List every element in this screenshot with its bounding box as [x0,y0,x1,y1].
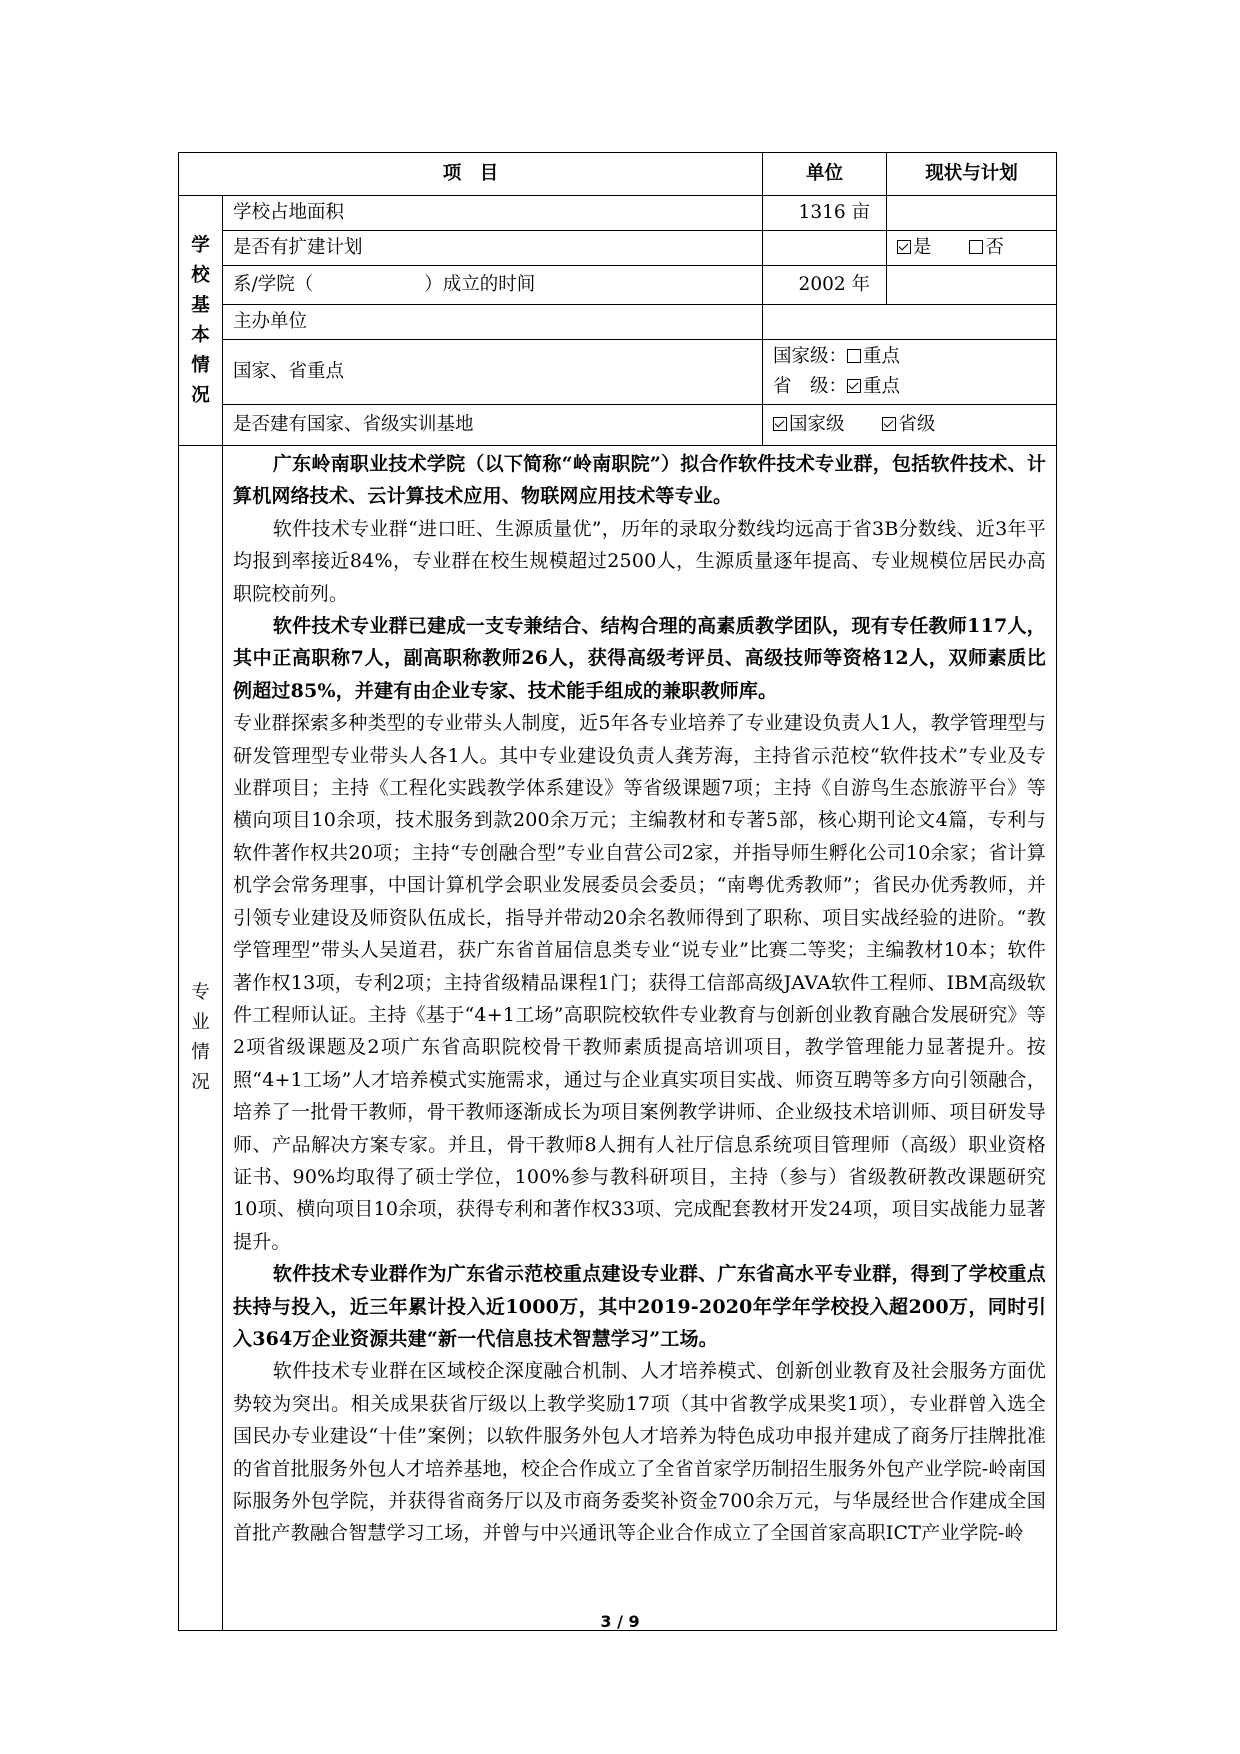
paragraph: 广东岭南职业技术学院（以下简称“岭南职院”）拟合作软件技术专业群，包括软件技术、计算机网络技术、云计算技术应用、物联网应用技术等专业。 [233,453,1047,508]
base-label: 是否建有国家、省级实训基地 [223,405,763,446]
key-prov-opt: 重点 [863,376,901,397]
row-dept [179,266,1057,305]
header-row [179,153,1057,196]
unchecked-box-icon[interactable] [969,240,983,254]
expand-unit [763,231,887,266]
key-label: 国家、省重点 [223,340,763,405]
row-key [179,340,1057,405]
key-national-label: 国家级： [773,346,848,367]
checked-box-icon[interactable] [882,417,896,431]
unchecked-box-icon[interactable] [847,349,861,363]
area-status [887,196,1057,231]
sponsor-value [763,305,1057,340]
major-info-content [223,446,1057,1631]
base-prov: 省级 [898,414,936,435]
area-unit: 1316 亩 [763,196,887,231]
checked-box-icon[interactable] [897,240,911,254]
paragraph: 专业群探索多种类型的专业带头人制度，近5年各专业培养了专业建设负责人1人，教学管理型与研发管理型专业带头人各1人。其中专业建设负责人龚芳海，主持省示范校“软件技术”专业及专业群项目；主持《工程化实践教学体系建设》等省级课题7项；主持《自游鸟生态旅游平台》等横向项目10余项，技术服务到款200余万元；主编教材和专著5部，核心期刊论文4篇，专利与软件著作权共20项；主持“专创融合型”专业自营公司2家，并指导师生孵化公司10余家；省计算机学会常务理事，中国计算机学会职业发展委员会委员；“南粤优秀教师”；省民办优秀教师，并引领专业建设及师资队伍成长，指导并带动20余名教师得到了职称、项目实战经验的进阶。“教学管理型”带头人吴道君，获广东省首届信息类专业“说专业”比赛二等奖；主编教材10本；软件著作权13项，专利2项；主持省级精品课程1门；获得工信部高级JAVA软件工程师、IBM高级软件工程师认证。主持《基于“4+1工场”高职院校软件专业教育与创新创业教育融合发展研究》等2项省级课题及2项广东省高职院校骨干教师素质提高培训项目，教学管理能力显著提升。按照“4+1工场”人才培养模式实施需求，通过与企业真实项目实战、师资互聘等多方向引领融合，培养了一批骨干教师，骨干教师逐渐成长为项目案例教学讲师、企业级技术培训师、项目研发导师、产品解决方案专家。并且，骨干教师8人拥有人社厅信息系统项目管理师（高级）职业资格证书、90%均取得了硕士学位，100%参与教科研项目，主持（参与）省级教研教改课题研究10项、横向项目10余项，获得专利和著作权33项、完成配套教材开发24项，项目实战能力显著提升。 [233,712,1047,1253]
key-value [763,340,1057,405]
key-prov-label: 省 级： [773,376,848,397]
row-expand [179,231,1057,266]
checked-box-icon[interactable] [847,379,861,393]
base-national: 国家级 [789,414,845,435]
expand-yes: 是 [913,237,932,258]
base-value [763,405,1057,446]
dept-status [887,266,1057,305]
expand-status [887,231,1057,266]
sponsor-label: 主办单位 [223,305,763,340]
header-status: 现状与计划 [887,153,1057,196]
dept-unit: 2002 年 [763,266,887,305]
key-national-opt: 重点 [863,346,901,367]
section-major-label: 专 业 情 况 [179,446,223,1631]
dept-label: 系/学院（ ）成立的时间 [223,266,763,305]
paragraph: 软件技术专业群已建成一支专兼结合、结构合理的高素质教学团队，现有专任教师117人，其中正高职称7人，副高职称教师26人，获得高级考评员、高级技师等资格12人，双师素质比例超过85%，并建有由企业专家、技术能手组成的兼职教师库。 [233,615,1047,702]
info-table [178,152,1057,1631]
area-label: 学校占地面积 [223,196,763,231]
expand-label: 是否有扩建计划 [223,231,763,266]
expand-no: 否 [985,237,1004,258]
row-major-info [179,446,1057,1631]
page-number: 3 / 9 [600,1612,640,1631]
header-item: 项 目 [179,153,763,196]
checked-box-icon[interactable] [773,417,787,431]
row-sponsor [179,305,1057,340]
header-unit: 单位 [763,153,887,196]
paragraph: 软件技术专业群作为广东省示范校重点建设专业群、广东省高水平专业群，得到了学校重点扶持与投入，近三年累计投入近1000万，其中2019-2020年学年学校投入超200万，同时引入364万企业资源共建“新一代信息技术智慧学习”工场。 [233,1263,1047,1350]
paragraph: 软件技术专业群“进口旺、生源质量优”，历年的录取分数线均远高于省3B分数线、近3年平均报到率接近84%，专业群在校生规模超过2500人，生源质量逐年提高、专业规模位居民办高职院校前列。 [233,517,1047,605]
row-base [179,405,1057,446]
section-school-basic-label: 学 校 基 本 情 况 [179,196,223,446]
row-area [179,196,1057,231]
paragraph: 软件技术专业群在区域校企深度融合机制、人才培养模式、创新创业教育及社会服务方面优势较为突出。相关成果获省厅级以上教学奖励17项（其中省教学成果奖1项），专业群曾入选全国民办专业建设“十佳”案例；以软件服务外包人才培养为特色成功申报并建成了商务厅挂牌批准的省首批服务外包人才培养基地，校企合作成立了全省首家学历制招生服务外包产业学院-岭南国际服务外包学院，并获得省商务厅以及市商务委奖补资金700余万元，与华晟经世合作建成全国首批产教融合智慧学习工场，并曾与中兴通讯等企业合作成立了全国首家高职ICT产业学院-岭 [233,1360,1047,1545]
